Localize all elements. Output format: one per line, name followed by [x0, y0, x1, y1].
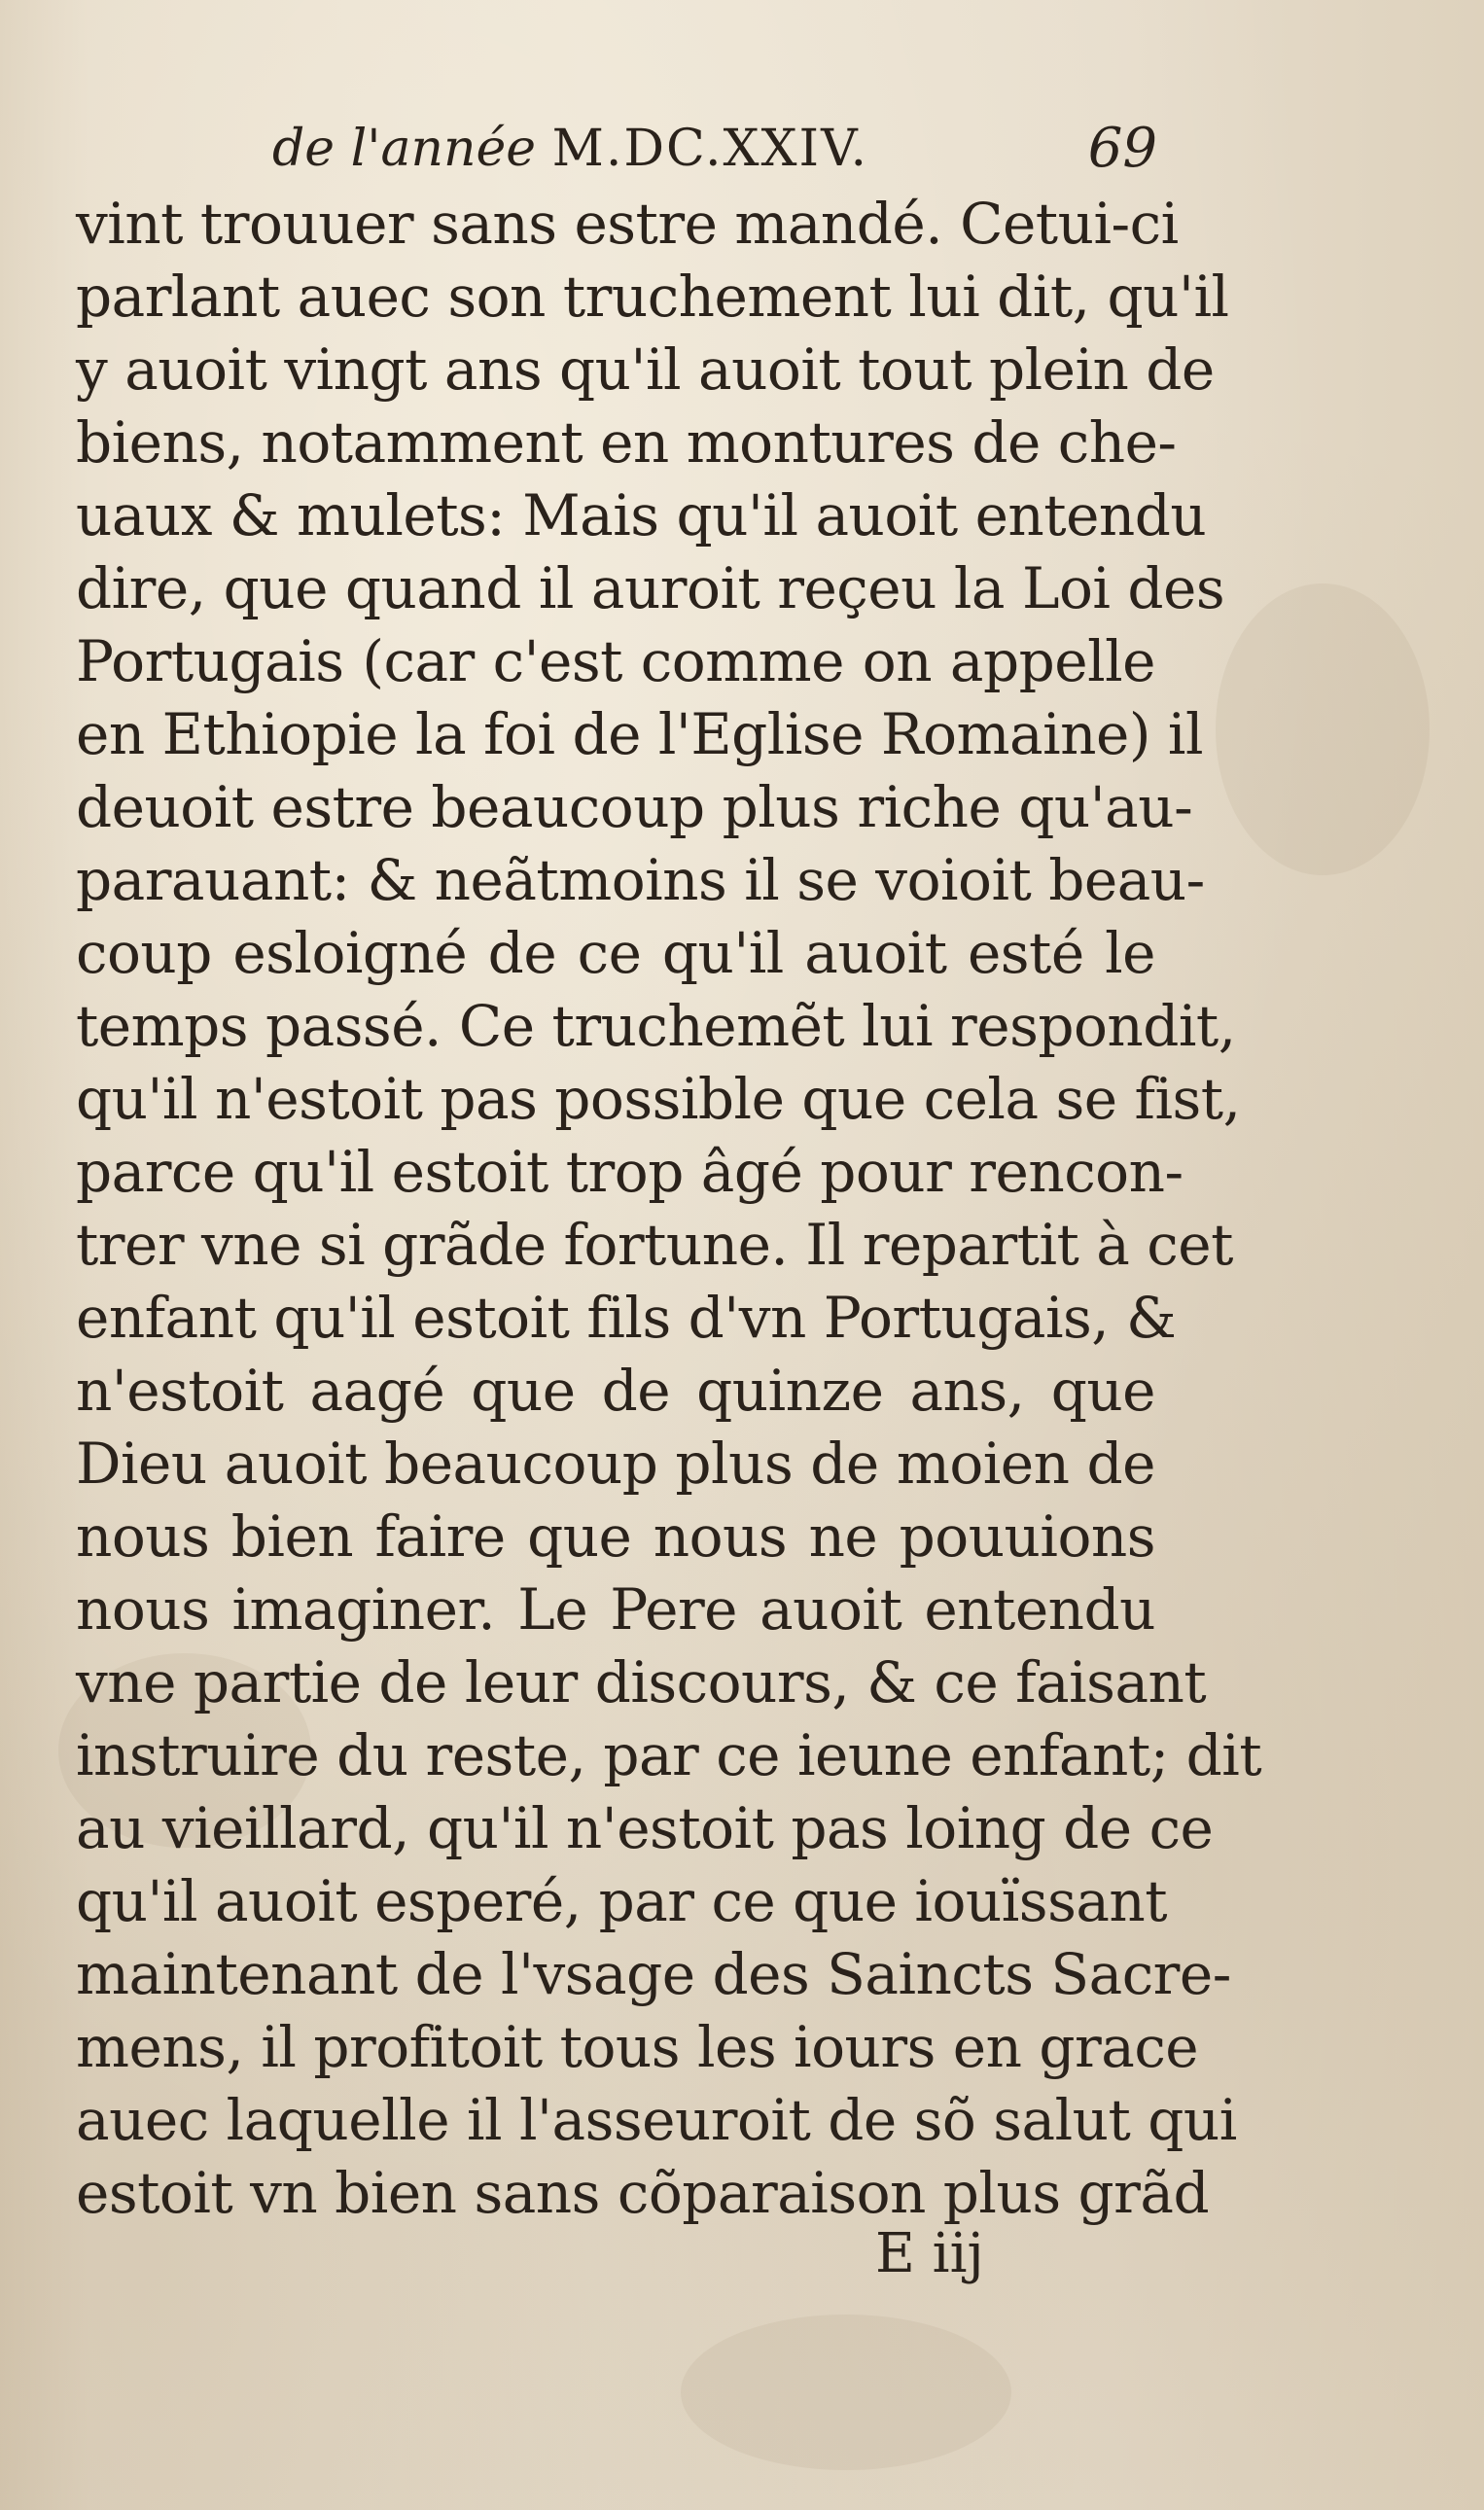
text-line: Portugais (car c'est comme on appelle [76, 628, 1155, 694]
text-line: nous bien faire que nous ne pouuions [76, 1503, 1155, 1570]
text-line: parlant auec son truchement lui dit, qu'il [76, 264, 1229, 330]
text-line: mens, il profitoit tous les iours en grace [76, 2014, 1199, 2080]
text-line: parauant: & neãtmoins il se voioit beau- [76, 847, 1205, 913]
text-line: au vieillard, qu'il n'estoit pas loing de ce [76, 1795, 1214, 1861]
text-line: coup esloigné de ce qu'il auoit esté le [76, 920, 1155, 986]
body-text [76, 188, 1262, 2230]
text-line: vne partie de leur discours, & ce faisant [76, 1649, 1207, 1715]
text-line: vint trouuer sans estre mandé. Cetui-ci [76, 191, 1179, 257]
text-line: enfant qu'il estoit fils d'vn Portugais, & [76, 1285, 1177, 1351]
text-line: y auoit vingt ans qu'il auoit tout plein de [76, 336, 1215, 403]
text-line: estoit vn bien sans cõparaison plus grãd [76, 2160, 1210, 2226]
text-line: n'estoit aagé que de quinze ans, que [76, 1358, 1155, 1424]
text-line: temps passé. Ce truchemẽt lui respondit, [76, 993, 1236, 1059]
paper-stain [681, 2315, 1011, 2470]
running-head-title: de l'année [272, 120, 537, 178]
text-line: biens, notamment en montures de che- [76, 409, 1177, 476]
text-line: maintenant de l'vsage des Saincts Sacre- [76, 1941, 1231, 2007]
text-line: deuoit estre beaucoup plus riche qu'au- [76, 774, 1193, 840]
text-line: en Ethiopie la foi de l'Eglise Romaine) il [76, 701, 1203, 767]
text-line: uaux & mulets: Mais qu'il auoit entendu [76, 482, 1207, 548]
text-line: auec laquelle il l'asseuroit de sõ salut qui [76, 2087, 1237, 2153]
text-line: dire, que quand il auroit reçeu la Loi des [76, 555, 1225, 621]
text-line: qu'il auoit esperé, par ce que iouïssant [76, 1868, 1168, 1934]
text-line: nous imaginer. Le Pere auoit entendu [76, 1576, 1155, 1643]
running-head [272, 115, 1148, 183]
signature-mark: E iij [875, 2222, 984, 2285]
text-line: instruire du reste, par ce ieune enfant; dit [76, 1722, 1262, 1788]
text-line: qu'il n'estoit pas possible que cela se fist, [76, 1066, 1241, 1132]
page-number: 69 [1087, 117, 1157, 180]
text-line: trer vne si grãde fortune. Il repartit à cet [76, 1212, 1233, 1278]
text-line: parce qu'il estoit trop âgé pour rencon- [76, 1139, 1184, 1205]
text-line: Dieu auoit beaucoup plus de moien de [76, 1431, 1155, 1497]
running-head-year: M.DC.XXIV. [551, 120, 869, 178]
paper-stain [1216, 583, 1430, 875]
